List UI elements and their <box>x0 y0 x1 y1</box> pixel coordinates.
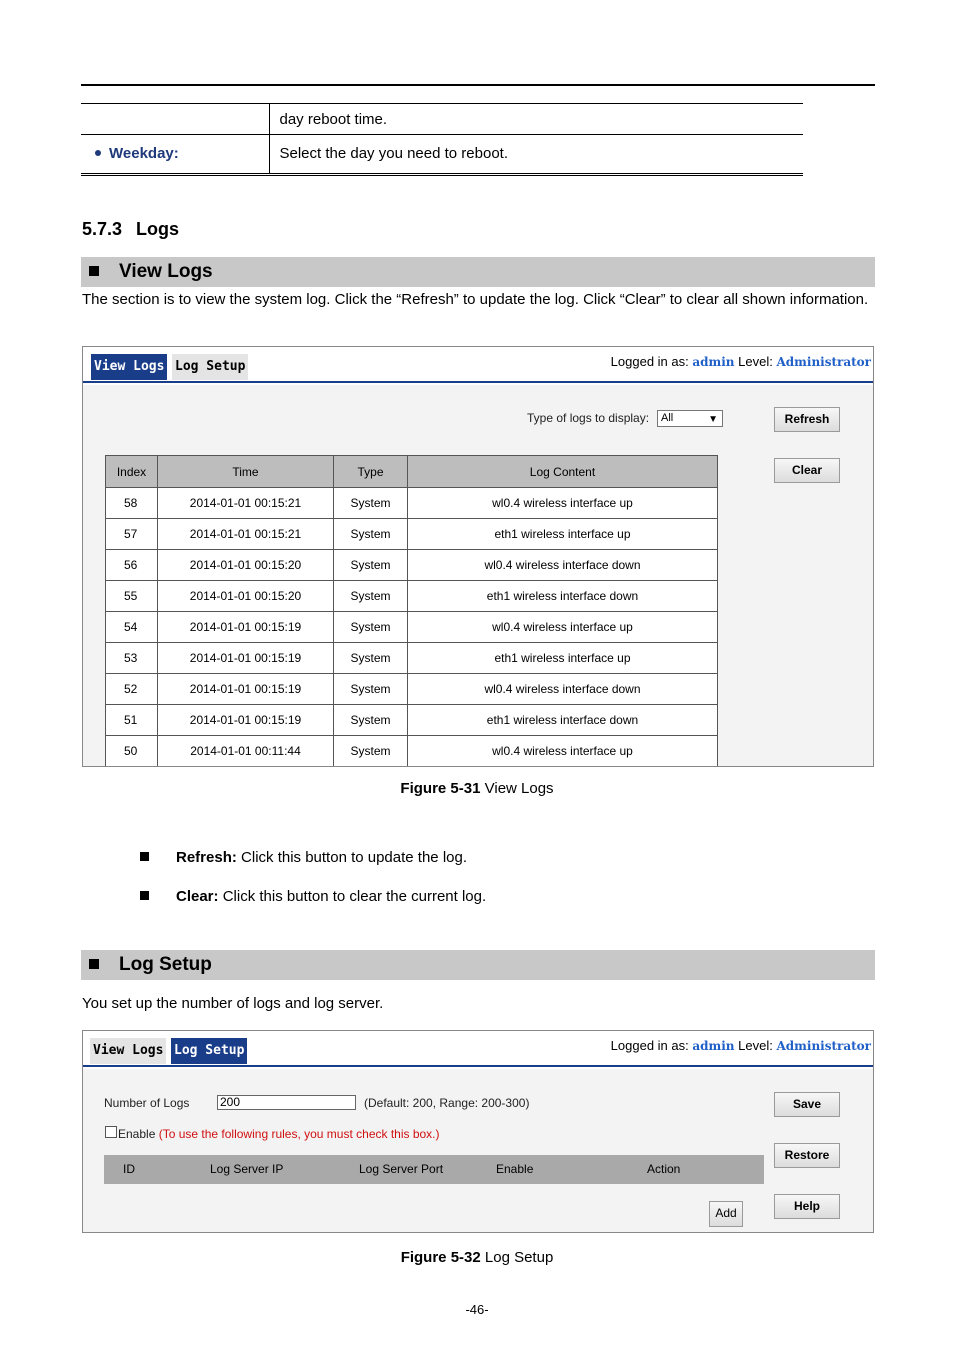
bullet-refresh: Refresh: Click this button to update the log. <box>140 849 467 866</box>
table-row <box>106 519 718 550</box>
col-enable: Enable <box>496 1162 534 1176</box>
log-cell: System <box>334 550 408 581</box>
enable-note: (To use the following rules, you must check this box.) <box>158 1127 440 1141</box>
save-button[interactable]: Save <box>774 1092 840 1117</box>
log-cell: eth1 wireless interface down <box>408 581 718 612</box>
log-cell: System <box>334 643 408 674</box>
add-button[interactable]: Add <box>709 1201 743 1227</box>
view-logs-description: The section is to view the system log. Click the “Refresh” to update the log. Click “Clear” to clear all shown information. <box>82 291 869 308</box>
log-cell: 2014-01-01 00:15:20 <box>158 581 334 612</box>
log-cell: System <box>334 612 408 643</box>
log-cell: wl0.4 wireless interface down <box>408 674 718 705</box>
bullet-clear: Clear: Click this button to clear the current log. <box>140 888 486 905</box>
table-row <box>106 705 718 736</box>
tab-bar <box>83 1031 873 1067</box>
log-cell: System <box>334 736 408 767</box>
section-heading: 5.7.3 Logs <box>82 219 180 239</box>
log-cell: 55 <box>106 581 158 612</box>
log-cell: 58 <box>106 488 158 519</box>
log-cell: 54 <box>106 612 158 643</box>
log-cell: System <box>334 581 408 612</box>
log-cell: eth1 wireless interface up <box>408 643 718 674</box>
log-type-select[interactable]: All ▼ <box>657 410 723 427</box>
table-row <box>106 736 718 767</box>
log-cell: wl0.4 wireless interface up <box>408 736 718 767</box>
log-cell: 2014-01-01 00:15:20 <box>158 550 334 581</box>
log-col-header: Index <box>106 456 158 488</box>
figure-caption: Figure 5-32 Log Setup <box>400 1249 554 1266</box>
refresh-button[interactable]: Refresh <box>774 407 840 432</box>
log-cell: 56 <box>106 550 158 581</box>
log-cell: 50 <box>106 736 158 767</box>
tab-view-logs[interactable]: View Logs <box>91 354 167 380</box>
log-cell: eth1 wireless interface down <box>408 705 718 736</box>
param-label: Weekday: <box>109 144 179 162</box>
table-row <box>106 550 718 581</box>
log-cell: 53 <box>106 643 158 674</box>
help-button[interactable]: Help <box>774 1194 840 1219</box>
enable-checkbox[interactable] <box>105 1126 117 1138</box>
log-table <box>105 455 718 767</box>
square-bullet-icon <box>140 852 149 861</box>
log-cell: wl0.4 wireless interface up <box>408 488 718 519</box>
log-cell: System <box>334 488 408 519</box>
clear-button[interactable]: Clear <box>774 458 840 483</box>
col-server-port: Log Server Port <box>359 1162 444 1176</box>
log-cell: wl0.4 wireless interface down <box>408 550 718 581</box>
chevron-down-icon: ▼ <box>708 414 718 425</box>
username: admin <box>692 1039 735 1053</box>
tab-log-setup[interactable]: Log Setup <box>171 1038 247 1064</box>
table-row <box>106 581 718 612</box>
tab-log-setup[interactable]: Log Setup <box>172 354 248 380</box>
log-cell: 2014-01-01 00:15:19 <box>158 643 334 674</box>
num-logs-hint: (Default: 200, Range: 200-300) <box>364 1096 530 1110</box>
log-setup-panel <box>83 1069 873 1232</box>
square-bullet-icon <box>89 959 99 969</box>
log-cell: 2014-01-01 00:11:44 <box>158 736 334 767</box>
log-cell: 2014-01-01 00:15:19 <box>158 705 334 736</box>
enable-label: Enable (To use the following rules, you must check this box.) <box>118 1127 440 1141</box>
user-level: Administrator <box>776 1039 871 1053</box>
login-info: Logged in as: admin Level: Administrator <box>610 354 871 369</box>
square-bullet-icon <box>140 891 149 900</box>
bullet-icon <box>95 150 101 156</box>
num-logs-input[interactable]: 200 <box>217 1095 356 1110</box>
view-logs-panel <box>83 385 873 766</box>
table-row <box>106 643 718 674</box>
parameter-table <box>81 103 803 176</box>
log-col-header: Type <box>334 456 408 488</box>
log-table-header <box>106 456 718 488</box>
log-col-header: Log Content <box>408 456 718 488</box>
square-bullet-icon <box>89 266 99 276</box>
tab-view-logs[interactable]: View Logs <box>90 1038 166 1064</box>
table-row <box>106 488 718 519</box>
login-info: Logged in as: admin Level: Administrator <box>610 1038 871 1053</box>
col-action: Action <box>647 1162 681 1176</box>
restore-button[interactable]: Restore <box>774 1143 840 1168</box>
log-setup-heading: Log Setup <box>81 950 875 980</box>
num-logs-label: Number of Logs <box>104 1096 190 1110</box>
page-number: -46- <box>465 1302 489 1317</box>
log-cell: eth1 wireless interface up <box>408 519 718 550</box>
log-setup-screenshot <box>82 1030 874 1233</box>
log-type-label: Type of logs to display: <box>527 411 650 425</box>
log-cell: 52 <box>106 674 158 705</box>
view-logs-screenshot <box>82 346 874 767</box>
log-cell: 2014-01-01 00:15:19 <box>158 674 334 705</box>
param-desc: Select the day you need to reboot. <box>269 135 803 175</box>
username: admin <box>692 355 735 369</box>
col-id: ID <box>123 1162 135 1176</box>
col-server-ip: Log Server IP <box>210 1162 284 1176</box>
log-cell: System <box>334 705 408 736</box>
log-cell: 57 <box>106 519 158 550</box>
log-cell: 2014-01-01 00:15:19 <box>158 612 334 643</box>
log-cell: wl0.4 wireless interface up <box>408 612 718 643</box>
header-rule <box>81 84 875 86</box>
log-cell: System <box>334 519 408 550</box>
tab-bar <box>83 347 873 383</box>
log-cell: 51 <box>106 705 158 736</box>
log-cell: 2014-01-01 00:15:21 <box>158 488 334 519</box>
param-desc: day reboot time. <box>269 104 803 135</box>
user-level: Administrator <box>776 355 871 369</box>
log-col-header: Time <box>158 456 334 488</box>
figure-caption: Figure 5-31 View Logs <box>400 780 554 797</box>
view-logs-heading: View Logs <box>81 257 875 287</box>
table-row <box>106 612 718 643</box>
server-table-header <box>104 1155 764 1184</box>
log-cell: System <box>334 674 408 705</box>
log-setup-description: You set up the number of logs and log server. <box>82 995 384 1012</box>
table-row <box>106 674 718 705</box>
log-cell: 2014-01-01 00:15:21 <box>158 519 334 550</box>
